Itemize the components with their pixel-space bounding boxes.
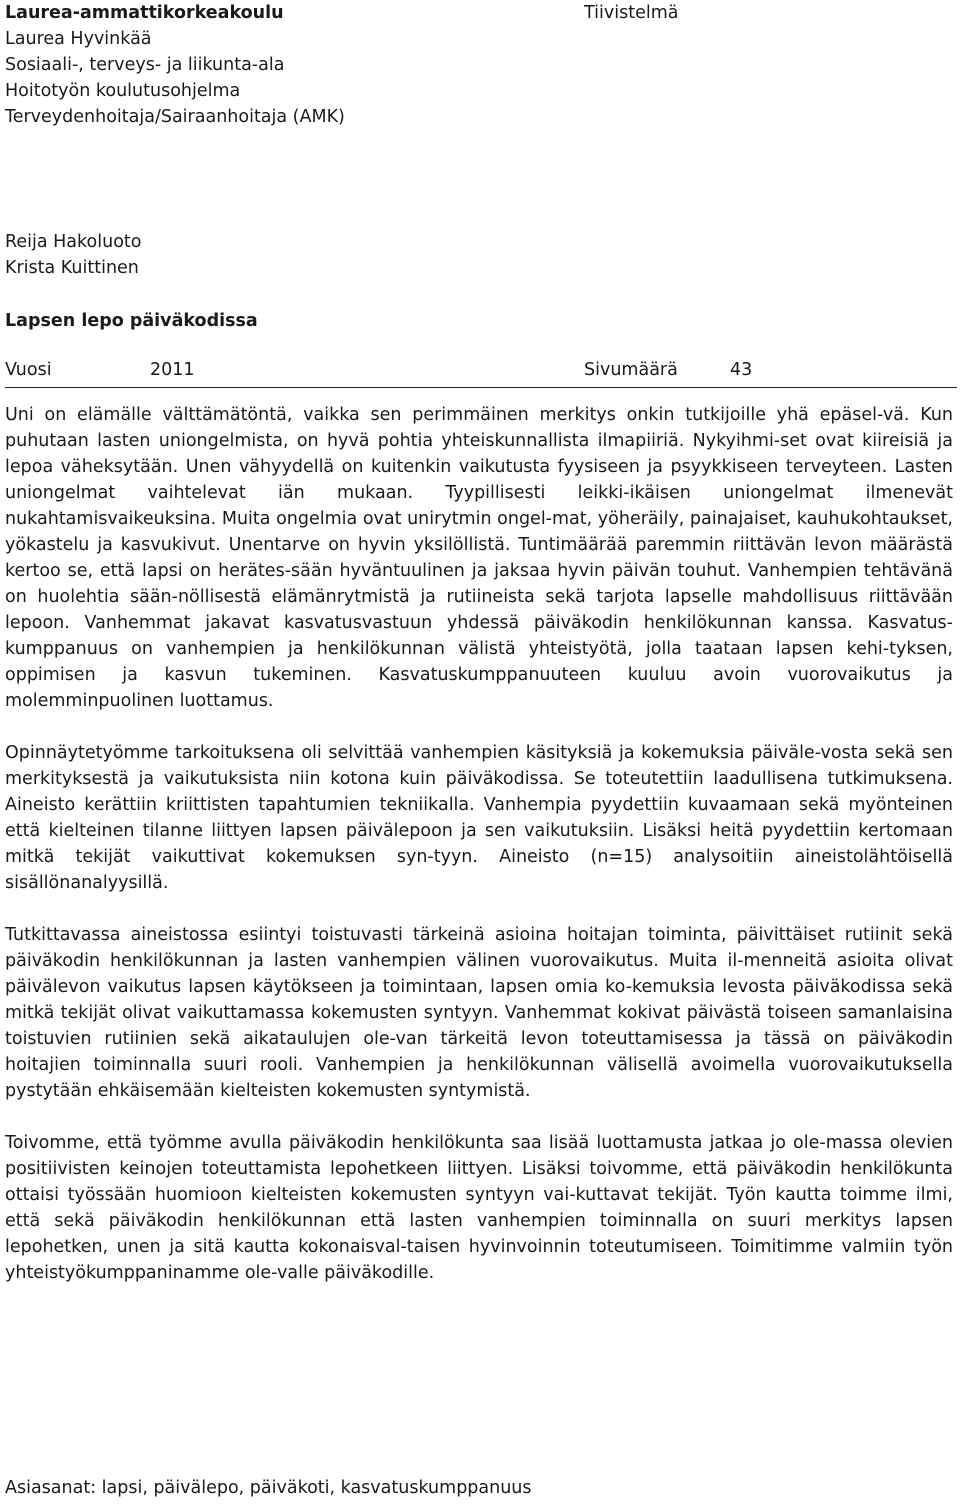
author-name: Reija Hakoluoto [5, 232, 142, 252]
abstract-paragraph: Uni on elämälle välttämätöntä, vaikka sen perimmäinen merkitys onkin tutkijoille yhä epäsel-vä. Kun puhutaan lasten uniongelmista, on hyvä pohtia yhteiskunnallista ilmapiiriä. Nykyihmi-set ovat kiireisiä ja lepoa väheksytään. Unen vähyydellä on kuitenkin vaikutusta fyysiseen ja psyykkiseen terveyteen. Lasten uniongelmat vaihtelevat iän mukaan. Tyypillisesti leikki-ikäisen uniongelmat ilmenevät nukahtamisvaikeuksina. Muita ongelmia ovat unirytmin ongel-mat, yöheräily, painajaiset, kauhukohtaukset, yökastelu ja kasvukivut. Unentarve on hyvin yksilöllistä. Tuntimäärää paremmin riittävän levon määrästä kertoo se, että lapsi on herätes-sään hyväntuulinen ja jaksaa hyvin päivän touhut. Vanhempien tehtävänä on huolehtia sään-nöllisestä elämänrytmistä ja rutiineista sekä tarjota lapselle mahdollisuus riittävään lepoon. Vanhemmat jakavat kasvatusvastuun yhdessä päiväkodin henkilökunnan kanssa. Kasvatus-kumppanuus on vanhempien ja henkilökunnan välistä yhteistyötä, jolla taataan lapsen kehi-tyksen, oppimisen ja kasvun tukeminen. Kasvatuskumppanuuteen kuuluu avoin vuorovaikutus ja molemminpuolinen luottamus. [5, 405, 953, 711]
institution-header [5, 0, 565, 130]
keywords-line: Asiasanat: lapsi, päivälepo, päiväkoti, kasvatuskumppanuus [5, 1478, 532, 1498]
author-name: Krista Kuittinen [5, 258, 139, 278]
degree-title: Terveydenhoitaja/Sairaanhoitaja (AMK) [5, 107, 345, 127]
abstract-paragraph: Tutkittavassa aineistossa esiintyi toistuvasti tärkeinä asioina hoitajan toiminta, päivittäiset rutiinit sekä päiväkodin henkilökunnan ja lasten vanhempien välinen vuorovaikutus. Muita il-menneitä asioita olivat päivälevon vaikutus lapsen käytökseen ja toimintaan, lapsen omia ko-kemuksia levosta päiväkodissa sekä mitkä tekijät olivat vaikuttamassa kokemusten syntyyn. Vanhemmat kokivat päivästä toiseen samanlaisina toistuvien rutiinien sekä aikataulujen ole-van tärkeitä levon toteuttamisessa ja tässä on päiväkodin hoitajien toiminnalla suuri rooli. Vanhempien ja henkilökunnan välisellä avoimella vuorovaikutuksella pystytään ehkäisemään kielteisten kokemusten syntymistä. [5, 925, 953, 1101]
year-label: Vuosi [5, 360, 52, 380]
campus-name: Laurea Hyvinkää [5, 29, 152, 49]
abstract-paragraph: Opinnäytetyömme tarkoituksena oli selvittää vanhempien käsityksiä ja kokemuksia päiväle-vosta sekä sen merkityksestä ja vaikutuksista niin kotona kuin päiväkodissa. Se toteutettiin laadullisena tutkimuksena. Aineisto kerättiin kriittisten tapahtumien tekniikalla. Vanhempia pyydettiin kuvaamaan sekä myönteinen että kielteinen tilanne liittyen lapsen päivälepoon ja sen vaikutuksiin. Lisäksi heitä pyydettiin kertomaan mitkä tekijät vaikuttivat kokemuksen syn-tyyn. Aineisto (n=15) analysoitiin aineistolähtöisellä sisällönanalyysillä. [5, 743, 953, 893]
abstract-body [5, 402, 953, 1312]
year-value: 2011 [150, 360, 195, 380]
thesis-meta-row [5, 357, 957, 388]
degree-programme: Hoitotyön koulutusohjelma [5, 81, 241, 101]
thesis-title: Lapsen lepo päiväkodissa [5, 311, 258, 331]
authors-block [5, 229, 141, 281]
document-type-label: Tiivistelmä [584, 3, 679, 23]
abstract-paragraph: Toivomme, että työmme avulla päiväkodin henkilökunta saa lisää luottamusta jatkaa jo ole-massa olevien positiivisten keinojen toteuttamista lepohetkeen liittyen. Lisäksi toivomme, että päiväkodin henkilökunta ottaisi työssään huomioon kielteisten kokemusten syntyyn vai-kuttavat tekijät. Työn kautta toimme ilmi, että sekä päiväkodin henkilökunnan että lasten vanhempien toiminnalla on suuri merkitys lapsen lepohetken, unen ja sitä kautta kokonaisval-taisen hyvinvoinnin toteutumiseen. Toimitimme valmiin työn yhteistyökumppaninamme ole-valle päiväkodille. [5, 1133, 953, 1283]
field-of-study: Sosiaali-, terveys- ja liikunta-ala [5, 55, 285, 75]
page-count-label: Sivumäärä [584, 360, 678, 380]
page-count-value: 43 [730, 360, 753, 380]
institution-name: Laurea-ammattikorkeakoulu [5, 3, 284, 23]
